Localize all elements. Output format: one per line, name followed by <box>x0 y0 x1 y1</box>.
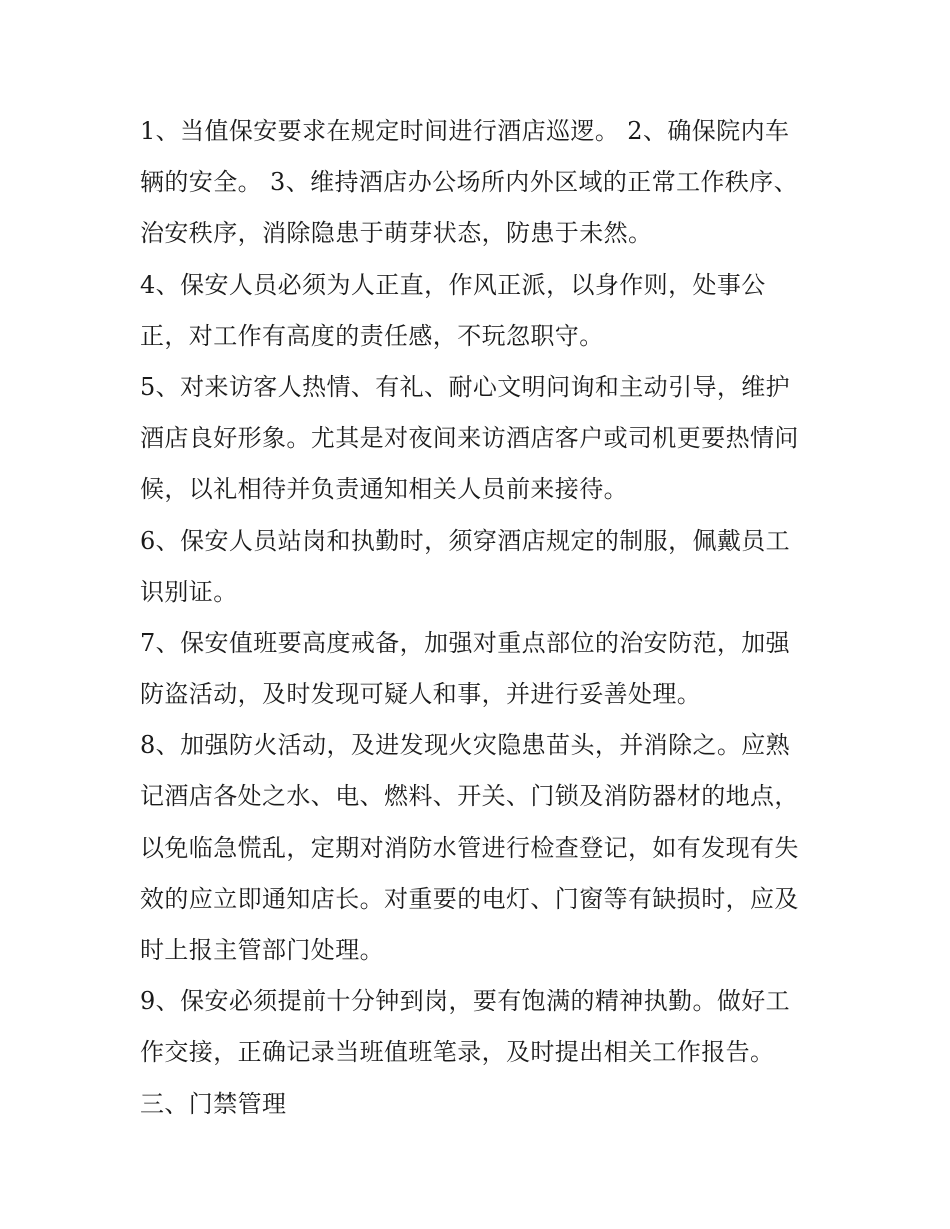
text-line: 9、保安必须提前十分钟到岗，要有饱满的精神执勤。做好工 <box>140 987 791 1016</box>
text-line: 识别证。 <box>140 577 238 606</box>
text-line: 8、加强防火活动，及进发现火灾隐患苗头，并消除之。应熟 <box>140 731 791 760</box>
document-body <box>140 106 816 1130</box>
text-line: 记酒店各处之水、电、燃料、开关、门锁及消防器材的地点， <box>140 782 799 811</box>
text-line: 候，以礼相待并负责通知相关人员前来接待。 <box>140 475 628 504</box>
text-line: 以免临急慌乱，定期对消防水管进行检查登记，如有发现有失 <box>140 833 799 862</box>
text-line: 时上报主管部门处理。 <box>140 936 384 964</box>
text-line: 5、对来访客人热情、有礼、耐心文明问询和主动引导，维护 <box>140 372 791 401</box>
text-line: 效的应立即通知店长。对重要的电灯、门窗等有缺损时，应及 <box>140 884 799 913</box>
text-line: 4、保安人员必须为人正直，作风正派，以身作则，处事公 <box>140 270 766 299</box>
text-line: 正，对工作有高度的责任感，不玩忽职守。 <box>140 321 604 350</box>
text-line: 7、保安值班要高度戒备，加强对重点部位的治安防范，加强 <box>140 628 791 657</box>
text-line: 治安秩序，消除隐患于萌芽状态，防患于未然。 <box>140 219 653 248</box>
text-line: 作交接，正确记录当班值班笔录，及时提出相关工作报告。 <box>140 1038 775 1067</box>
text-line: 防盗活动，及时发现可疑人和事，并进行妥善处理。 <box>140 680 702 709</box>
text-line: 6、保安人员站岗和执勤时，须穿酒店规定的制服，佩戴员工 <box>140 526 791 555</box>
section-heading: 三、门禁管理 <box>140 1089 287 1118</box>
text-line: 辆的安全。 3、维持酒店办公场所内外区域的正常工作秩序、 <box>140 168 799 197</box>
text-line: 1、当值保安要求在规定时间进行酒店巡逻。 2、确保院内车 <box>140 117 790 145</box>
text-line: 酒店良好形象。尤其是对夜间来访酒店客户或司机更要热情问 <box>140 424 799 453</box>
